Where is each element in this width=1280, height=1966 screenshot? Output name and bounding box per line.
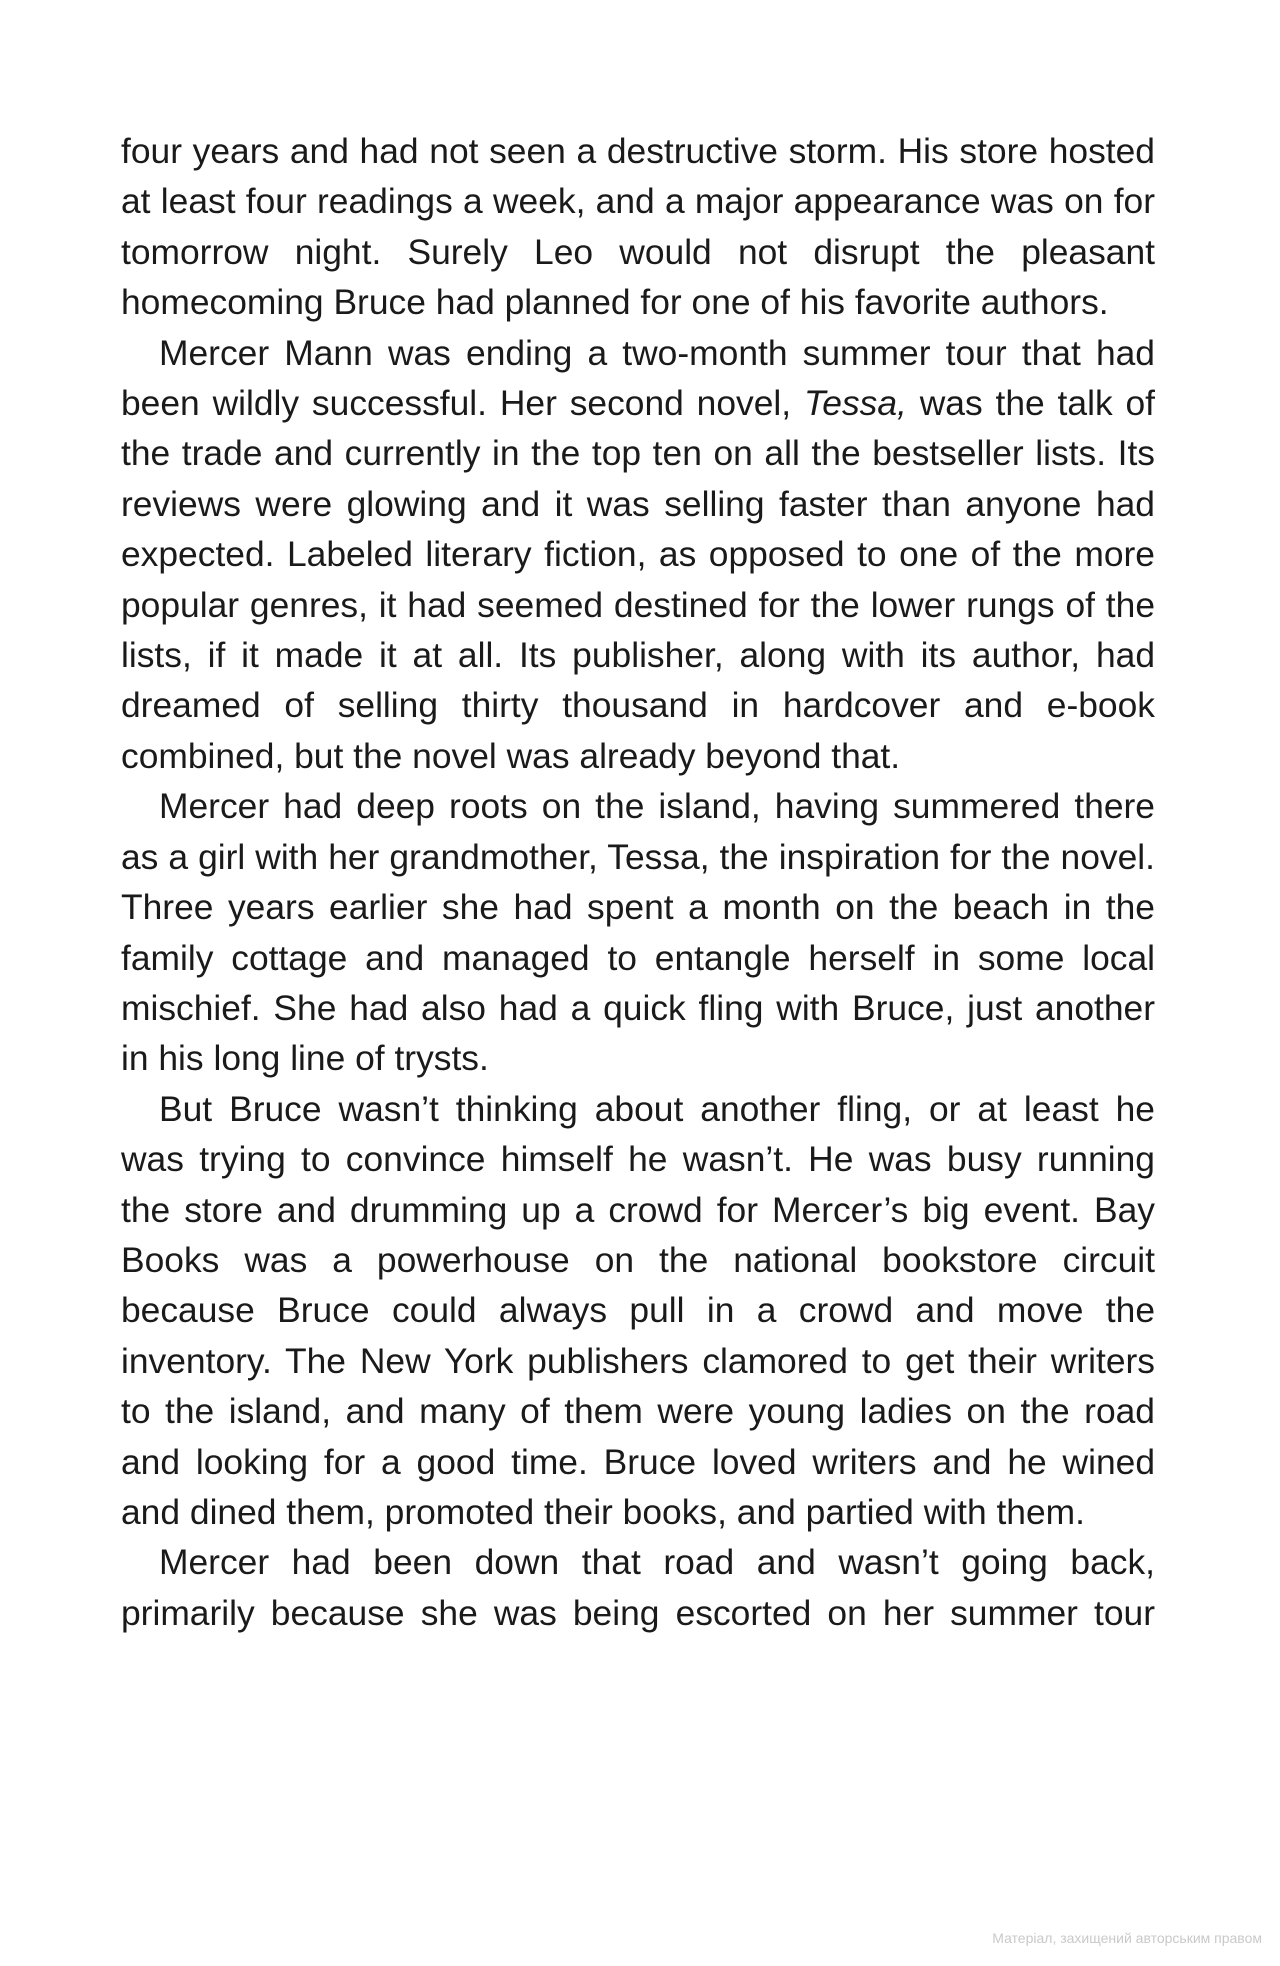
paragraph	[121, 1084, 1155, 1538]
text-run: four years and had not seen a destructive storm. His store hosted at least four readings a week, and a major appearance was on for tomorrow night. Surely Leo would not disrupt the pleasant homecoming Bruce had planned for one of his favorite authors.	[121, 131, 1155, 323]
paragraph	[121, 781, 1155, 1083]
text-run: Mercer had deep roots on the island, having summered there as a girl with her grandmother, Tessa, the inspiration for the novel. Three years earlier she had spent a month on the beach in the family cottage and managed to entangle herself in some local mischief. She had also had a quick fling with Bruce, just another in his long line of trysts.	[121, 786, 1155, 1079]
book-title-italic: Tessa,	[803, 383, 907, 424]
paragraph	[121, 328, 1155, 782]
copyright-watermark: Матеріал, захищений авторським правом	[992, 1930, 1262, 1946]
body-text	[121, 126, 1155, 1638]
text-run: was the talk of the trade and currently in the top ten on all the bestseller lists. Its reviews were glowing and it was selling faster than anyone had expected. Labeled literary fiction, as opposed to one of the more popular genres, it had seemed destined for the lower rungs of the lists, if it made it at all. Its publisher, along with its author, had dreamed of selling thirty thousand in hardcover and e-book combined, but the novel was already beyond that.	[121, 383, 1155, 776]
text-run: But Bruce wasn’t thinking about another fling, or at least he was trying to convince himself he wasn’t. He was busy running the store and drumming up a crowd for Mercer’s big event. Bay Books was a powerhouse on the national bookstore circuit because Bruce could always pull in a crowd and move the inventory. The New York publishers clamored to get their writers to the island, and many of them were young ladies on the road and looking for a good time. Bruce loved writers and he wined and dined them, promoted their books, and partied with them.	[121, 1088, 1155, 1532]
paragraph	[121, 1537, 1155, 1638]
text-run: Mercer had been down that road and wasn’t going back, primarily because she was being escorted on her summer tour	[121, 1542, 1155, 1633]
paragraph	[121, 126, 1155, 328]
text-run: Mercer Mann was ending a two-month summer tour that had been wildly successful. Her second novel,	[121, 332, 1155, 424]
